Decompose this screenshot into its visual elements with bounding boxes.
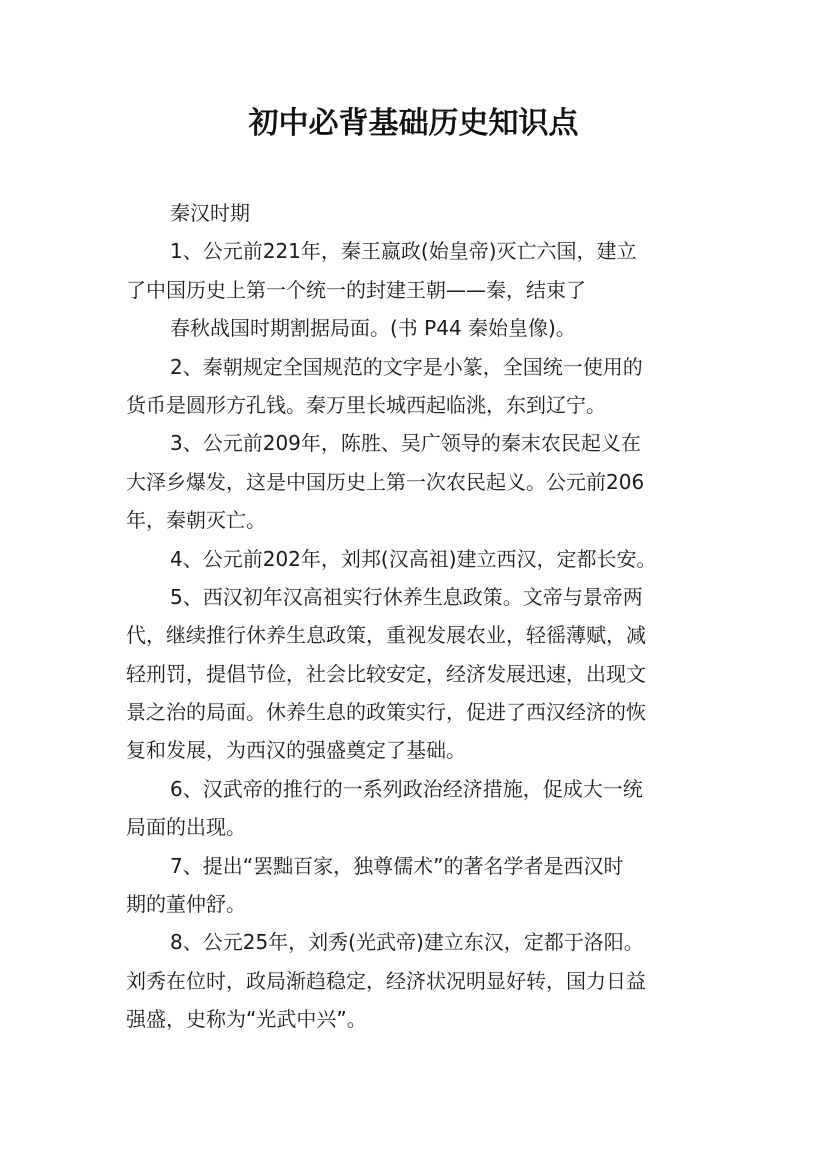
paragraph-line: 秦汉时期: [170, 201, 250, 225]
paragraph-line: 货币是圆形方孔钱。秦万里长城西起临洮，东到辽宁。: [126, 392, 606, 417]
paragraph-line: 代，继续推行休养生息政策，重视发展农业，轻徭薄赋，减: [126, 623, 646, 648]
paragraph-line: 复和发展，为西汉的强盛奠定了基础。: [126, 738, 466, 763]
paragraph-line: 了中国历史上第一个统一的封建王朝——秦，结束了: [126, 277, 586, 302]
paragraph-line: 2、秦朝规定全国规范的文字是小篆，全国统一使用的: [170, 354, 643, 379]
paragraph-line: 景之治的局面。休养生息的政策实行，促进了西汉经济的恢: [126, 700, 646, 725]
paragraph-line: 6、汉武帝的推行的一系列政治经济措施，促成大一统: [170, 776, 643, 801]
paragraph-line: 8、公元25年，刘秀(光武帝)建立东汉，定都于洛阳。: [170, 930, 644, 955]
paragraph-line: 强盛，史称为“光武中兴”。: [126, 1007, 367, 1032]
paragraph-line: 期的董仲舒。: [126, 892, 246, 917]
paragraph-line: 轻刑罚，提倡节俭，社会比较安定，经济发展迅速，出现文: [126, 661, 646, 686]
paragraph-line: 3、公元前209年，陈胜、吴广领导的秦末农民起义在: [170, 431, 641, 456]
paragraph-line: 春秋战国时期割据局面。(书 P44 秦始皇像)。: [170, 316, 576, 341]
paragraph-line: 局面的出现。: [126, 815, 246, 840]
paragraph-line: 大泽乡爆发，这是中国历史上第一次农民起义。公元前206: [126, 469, 645, 494]
paragraph-line: 年，秦朝灭亡。: [126, 508, 266, 533]
document-title: 初中必背基础历史知识点: [248, 106, 579, 141]
paragraph-line: 7、提出“罢黜百家，独尊儒术”的著名学者是西汉时: [170, 853, 624, 878]
paragraph-line: 4、公元前202年，刘邦(汉高祖)建立西汉，定都长安。: [170, 546, 657, 571]
paragraph-line: 1、公元前221年，秦王嬴政(始皇帝)灭亡六国，建立: [170, 239, 637, 264]
paragraph-line: 刘秀在位时，政局渐趋稳定，经济状况明显好转，国力日益: [126, 968, 646, 993]
paragraph-line: 5、西汉初年汉高祖实行休养生息政策。文帝与景帝两: [170, 584, 643, 609]
document-body: [126, 194, 718, 1039]
